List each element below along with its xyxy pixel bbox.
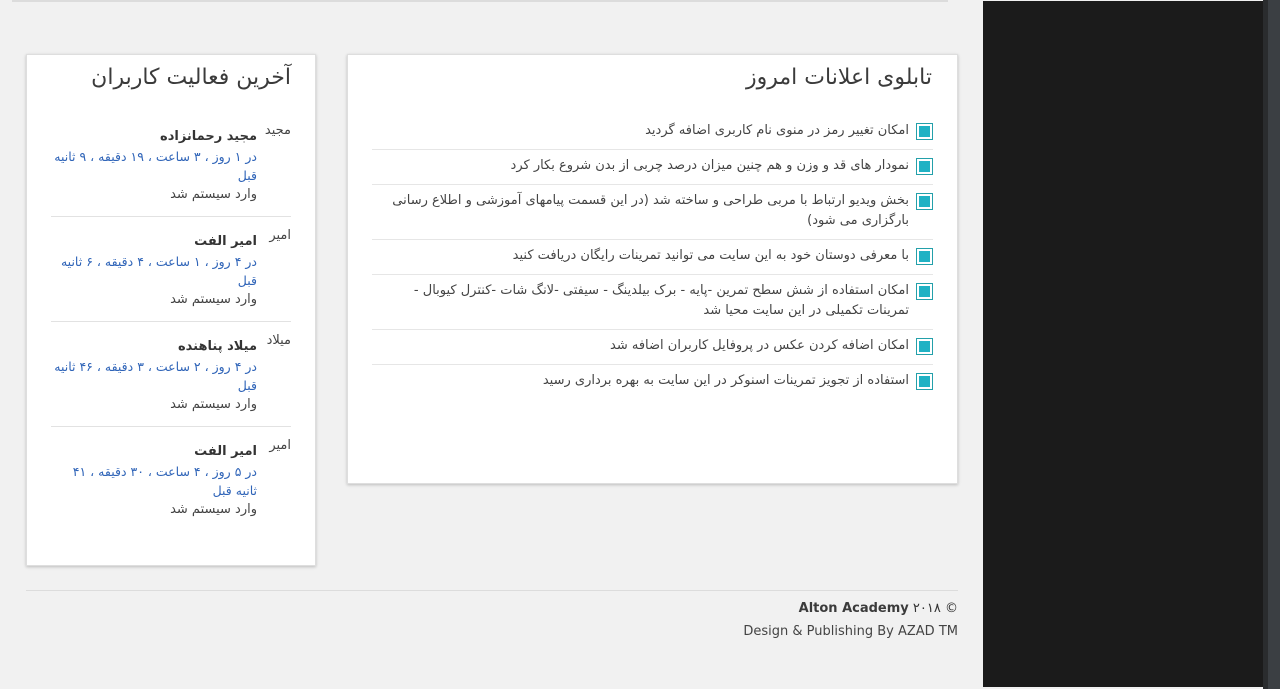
activity-action: وارد سیستم شد	[170, 397, 257, 412]
activity-title: آخرین فعالیت کاربران	[91, 65, 291, 90]
announcement-text: امکان تغییر رمز در منوی نام کاربری اضافه گردید	[645, 123, 909, 138]
activity-action: وارد سیستم شد	[170, 292, 257, 307]
activity-action: وارد سیستم شد	[170, 187, 257, 202]
footer-copyright	[799, 601, 958, 616]
activity-user-name[interactable]: امیر الفت	[194, 444, 257, 459]
activity-first-name: امیر	[269, 438, 291, 453]
activity-body	[51, 226, 259, 310]
activity-user-name[interactable]: میلاد پناهنده	[178, 339, 257, 354]
announcement-item	[372, 365, 933, 399]
footer-brand: Alton Academy	[798, 601, 909, 616]
announcement-item	[372, 115, 933, 150]
activity-body	[51, 436, 259, 520]
activity-time: در ۴ روز ، ۲ ساعت ، ۳ دقیقه ، ۴۶ ثانیه قبل	[54, 359, 257, 393]
footer-divider	[26, 590, 958, 591]
activity-first-name: امیر	[269, 228, 291, 243]
top-divider	[12, 0, 948, 2]
activity-body	[51, 121, 259, 205]
announcement-item	[372, 240, 933, 275]
user-activity-panel	[26, 54, 316, 566]
activity-body	[51, 331, 259, 415]
announcement-text: استفاده از تجویز تمرینات اسنوکر در این سایت به بهره برداری رسید	[542, 373, 909, 388]
announcement-item	[372, 185, 933, 240]
activity-list	[51, 121, 291, 540]
checkbox-icon	[916, 123, 933, 140]
checkbox-icon	[916, 373, 933, 390]
announcement-text: امکان استفاده از شش سطح تمرین -پایه - برک بیلدینگ - سیفتی -لانگ شات -کنترل کیوبال - تمرینات تکمیلی در این سایت محیا شد	[413, 283, 909, 318]
announcement-text: بخش ویدیو ارتباط با مربی طراحی و ساخته شد (در این قسمت پیامهای آموزشی و اطلاع رسانی بارگزاری می شود)	[392, 193, 909, 228]
activity-first-name: میلاد	[266, 333, 291, 348]
announcements-list	[372, 115, 933, 399]
activity-time: در ۴ روز ، ۱ ساعت ، ۴ دقیقه ، ۶ ثانیه قبل	[60, 254, 257, 288]
announcements-title: تابلوی اعلانات امروز	[746, 65, 932, 90]
footer-design-credit: Design & Publishing By AZAD TM	[743, 624, 958, 639]
announcement-item	[372, 330, 933, 365]
checkbox-icon	[916, 193, 933, 210]
activity-user-name[interactable]: امیر الفت	[194, 234, 257, 249]
activity-item	[51, 226, 291, 322]
footer-copyright-symbol: ©	[945, 601, 958, 616]
activity-item	[51, 436, 291, 531]
dark-side-panel	[983, 1, 1263, 687]
activity-user-name[interactable]: مجید رحمانزاده	[160, 129, 257, 144]
announcement-item	[372, 150, 933, 185]
checkbox-icon	[916, 158, 933, 175]
activity-time: در ۵ روز ، ۴ ساعت ، ۳۰ دقیقه ، ۴۱ ثانیه قبل	[72, 464, 257, 498]
activity-action: وارد سیستم شد	[170, 502, 257, 517]
window-edge-strip	[1268, 0, 1280, 689]
checkbox-icon	[916, 248, 933, 265]
checkbox-icon	[916, 338, 933, 355]
checkbox-icon	[916, 283, 933, 300]
activity-item	[51, 121, 291, 217]
announcements-panel	[347, 54, 958, 484]
announcement-text: امکان اضافه کردن عکس در پروفایل کاربران اضافه شد	[610, 338, 909, 353]
activity-time: در ۱ روز ، ۳ ساعت ، ۱۹ دقیقه ، ۹ ثانیه قبل	[54, 149, 257, 183]
activity-first-name: مجید	[264, 123, 291, 138]
announcement-text: با معرفی دوستان خود به این سایت می توانید تمرینات رایگان دریافت کنید	[512, 248, 909, 263]
activity-item	[51, 331, 291, 427]
announcement-item	[372, 275, 933, 330]
announcement-text: نمودار های قد و وزن و هم چنین میزان درصد چربی از بدن شروع بکار کرد	[510, 158, 909, 173]
footer-year: ۲۰۱۸	[912, 601, 941, 616]
